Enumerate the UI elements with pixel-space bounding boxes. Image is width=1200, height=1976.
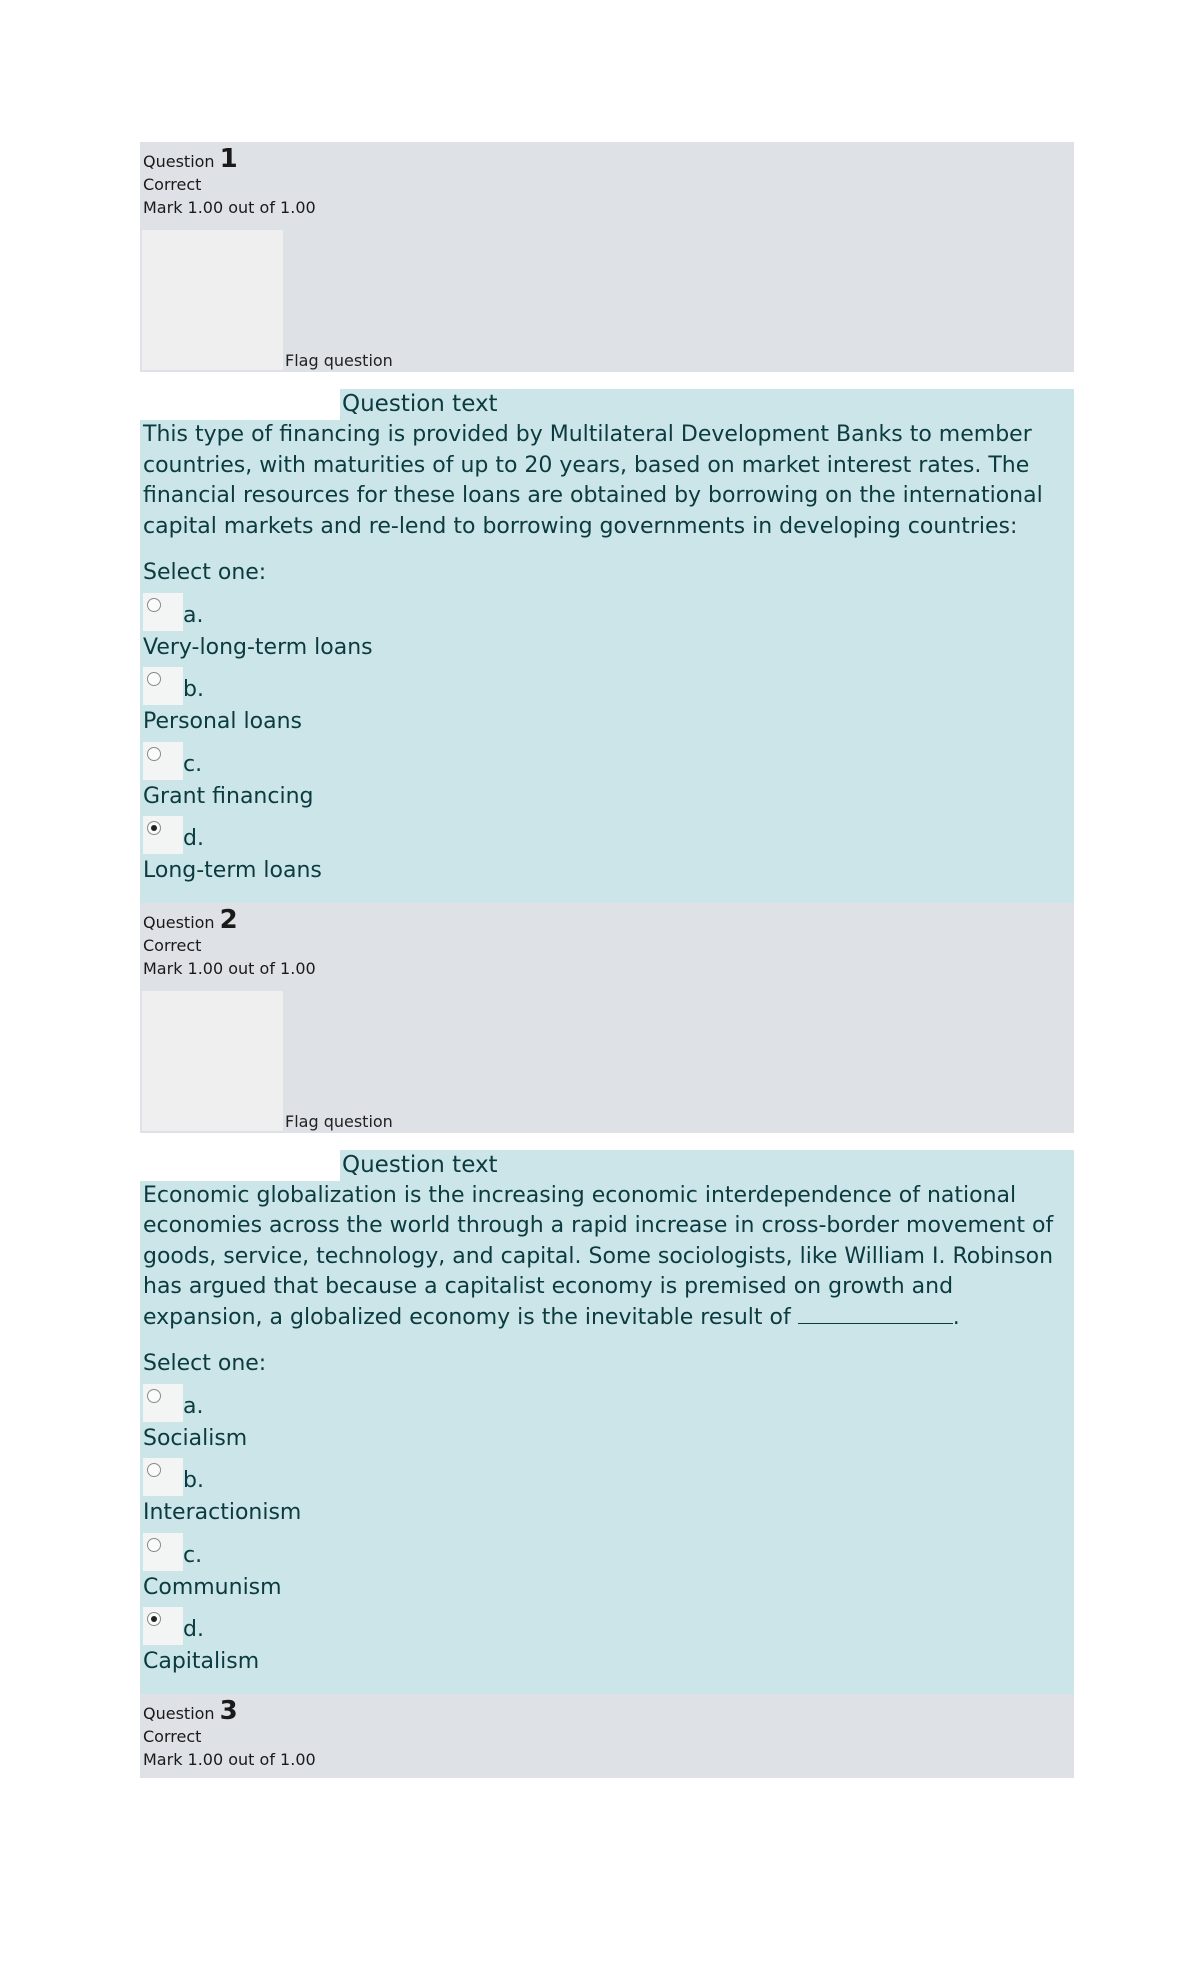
flag-icon[interactable] (142, 230, 283, 370)
flag-icon[interactable] (142, 991, 283, 1131)
question-1-text: This type of financing is provided by Multilateral Development Banks to member countries, with maturities of up to 20 years, based on market interest rates. The financial resources for these loans are obtained by borrowing on the international capital markets and re-lend to borrowing governments in developing countries: (143, 422, 1043, 539)
answer-option-b[interactable] (143, 1456, 1064, 1529)
option-letter: d. (183, 1617, 204, 1642)
question-2-content (140, 1150, 1074, 1694)
answer-option-a[interactable] (143, 1382, 1064, 1455)
option-letter: b. (183, 1468, 204, 1493)
radio-button[interactable] (147, 672, 161, 686)
radio-button[interactable] (147, 747, 161, 761)
answer-option-b[interactable] (143, 665, 1064, 738)
answer-option-d[interactable] (143, 814, 1064, 887)
option-text: Interactionism (143, 1500, 302, 1525)
question-text-heading: Question text (342, 391, 498, 417)
question-2-mark: Mark 1.00 out of 1.00 (143, 958, 316, 978)
select-one-prompt: Select one: (143, 560, 267, 585)
question-number: 1 (219, 144, 238, 174)
question-2-text: Economic globalization is the increasing economic interdependence of national economies across the world through a rapid increase in cross-border movement of goods, service, technology, and capital. Some sociologists, like William I. Robinson has argued that because a capitalist economy is premised on growth and expansion, a globalized economy is the inevitable result of . (143, 1182, 1054, 1330)
question-text-heading: Question text (342, 1151, 498, 1178)
radio-button-selected[interactable] (147, 1612, 161, 1626)
question-2-info (140, 903, 1074, 1133)
option-letter: d. (183, 826, 204, 851)
question-1-content (140, 389, 1074, 903)
option-text: Communism (143, 1574, 282, 1600)
question-2-state: Correct (143, 935, 202, 955)
option-text: Long-term loans (143, 858, 322, 883)
option-letter: a. (183, 1393, 204, 1419)
option-letter: c. (183, 751, 203, 777)
option-letter: b. (183, 677, 204, 702)
question-1-state: Correct (143, 175, 202, 194)
question-3-mark: Mark 1.00 out of 1.00 (143, 1749, 316, 1769)
option-text: Grant financing (143, 783, 314, 809)
question-number: 3 (219, 1695, 238, 1726)
question-3-state: Correct (143, 1726, 202, 1746)
option-text: Personal loans (143, 709, 302, 734)
radio-button-selected[interactable] (147, 821, 161, 835)
option-text: Very-long-term loans (143, 634, 373, 660)
option-text: Socialism (143, 1425, 248, 1451)
answer-option-c[interactable] (143, 1531, 1064, 1604)
option-text: Capitalism (143, 1649, 260, 1674)
flag-question-link[interactable]: Flag question (285, 351, 393, 370)
answer-option-a[interactable] (143, 591, 1064, 664)
question-1-title: Question 1 (143, 144, 238, 174)
question-2-title: Question 2 (143, 904, 238, 935)
option-letter: c. (183, 1542, 203, 1568)
radio-button[interactable] (147, 1538, 161, 1552)
option-letter: a. (183, 602, 204, 628)
quiz-review-page (140, 142, 1074, 1778)
radio-button[interactable] (147, 1389, 161, 1403)
radio-button[interactable] (147, 598, 161, 612)
question-1-mark: Mark 1.00 out of 1.00 (143, 198, 316, 217)
question-1-info (140, 142, 1074, 372)
flag-question-link[interactable]: Flag question (285, 1111, 393, 1131)
fill-in-blank (798, 1323, 953, 1324)
select-one-prompt: Select one: (143, 1351, 267, 1376)
question-number: 2 (219, 904, 238, 935)
answer-option-c[interactable] (143, 740, 1064, 813)
question-3-title: Question 3 (143, 1695, 238, 1726)
answer-option-d[interactable] (143, 1605, 1064, 1678)
question-3-info (140, 1694, 1074, 1778)
radio-button[interactable] (147, 1463, 161, 1477)
